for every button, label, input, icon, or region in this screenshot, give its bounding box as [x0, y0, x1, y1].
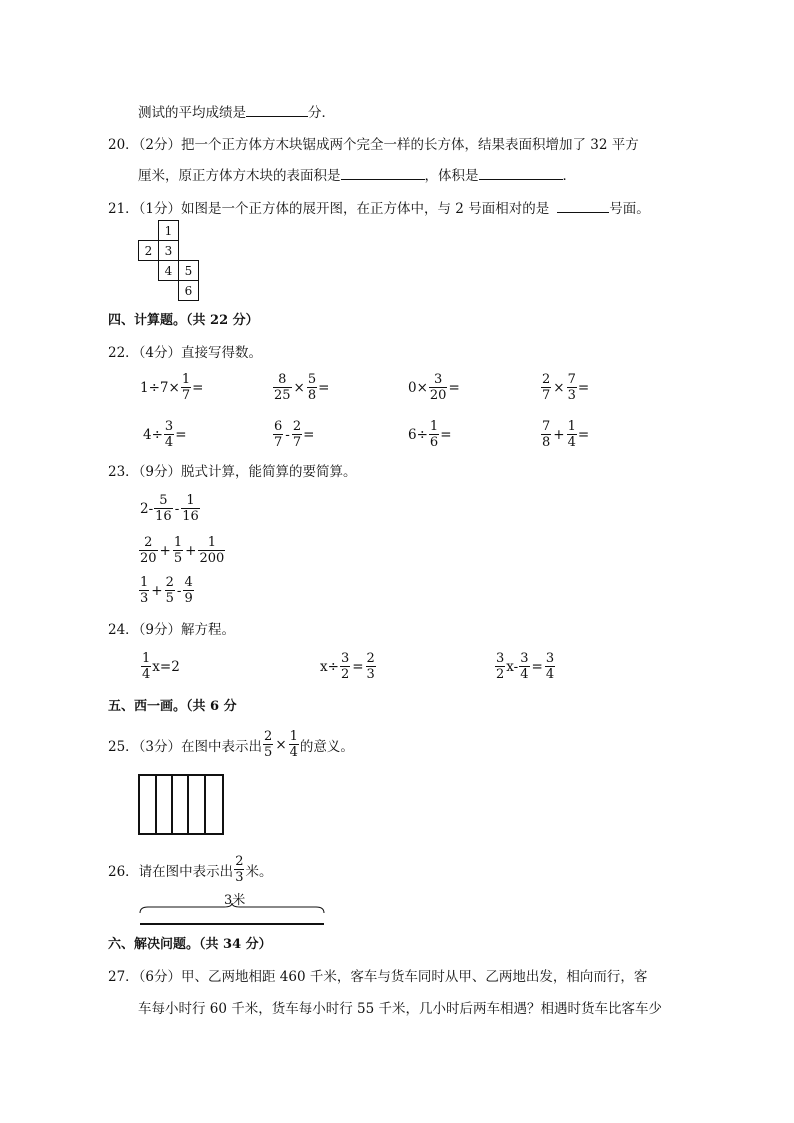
fraction: $\frac{5}{16}$: [155, 493, 172, 524]
fraction: $\frac{1}{4}$: [567, 419, 576, 450]
q23-question: 23．（9分）脱式计算，能简算的要简算。: [108, 464, 357, 480]
q22-item-e: 4÷ $\frac{3}{4}$ =: [143, 419, 187, 450]
fraction: $\frac{2}{3}$: [235, 854, 244, 885]
net-cell: 3: [158, 240, 179, 261]
q22-item-c: 0× $\frac{3}{20}$ =: [408, 372, 460, 403]
brace-label: 3米: [224, 893, 246, 908]
fraction: $\frac{8}{25}$: [274, 372, 291, 403]
q23-expression-1: 2- $\frac{5}{16}$ - $\frac{1}{16}$: [140, 493, 199, 524]
fraction: $\frac{2}{3}$: [366, 651, 375, 682]
fraction: $\frac{2}{7}$: [542, 372, 551, 403]
fraction: $\frac{3}{2}$: [496, 651, 505, 682]
q23-expression-3: $\frac{1}{3}$ + $\frac{2}{5}$ - $\frac{4}{9}$: [140, 575, 193, 606]
fraction: $\frac{1}{5}$: [173, 535, 183, 566]
q22-item-d: $\frac{2}{7}$ × $\frac{7}{3}$ =: [542, 372, 590, 403]
q27-line1: 27．（6分）甲、乙两地相距 460 千米，客车与货车同时从甲、乙两地出发，相向而行，客: [108, 969, 648, 985]
volume-blank[interactable]: [479, 165, 563, 180]
fraction: $\frac{2}{20}$: [140, 535, 157, 566]
q24-equation-1: $\frac{1}{4}$ x=2: [142, 651, 180, 682]
q19-tail-line: 测试的平均成绩是 分．: [138, 102, 335, 123]
q20-line2: 厘米，原正方体方木块的表面积是 ，体积是 ．: [138, 165, 576, 186]
q26-question: 26．请在图中表示出 $\frac{2}{3}$ 米。: [108, 854, 273, 885]
q25-question: 25．（3分）在图中表示出 $\frac{2}{5}$ × $\frac{1}{4}$ 的意义。: [108, 729, 354, 760]
fraction: $\frac{1}{4}$: [142, 651, 151, 682]
fraction: $\frac{3}{4}$: [164, 419, 174, 450]
fraction: $\frac{2}{5}$: [264, 729, 273, 760]
fraction: $\frac{1}{4}$: [289, 729, 298, 760]
cube-net-diagram: [138, 220, 198, 301]
q21-question: 21．（1分）如图是一个正方体的展开图，在正方体中，与 2 号面相对的是 号面。: [108, 198, 650, 219]
fraction: $\frac{3}{4}$: [520, 651, 529, 682]
q20-line1: 20．（2分）把一个正方体方木块锯成两个完全一样的长方体，结果表面积增加了 32 平方: [108, 137, 639, 153]
q27-line2: 车每小时行 60 千米，货车每小时行 55 千米，几小时后两车相遇？相遇时货车比客车少: [138, 1001, 663, 1017]
q23-expression-2: $\frac{2}{20}$ + $\frac{1}{5}$ + $\frac{1}{200}$: [140, 535, 225, 566]
fraction: $\frac{3}{2}$: [340, 651, 350, 682]
fraction: $\frac{1}{6}$: [429, 419, 439, 450]
q24-equation-3: $\frac{3}{2}$ x- $\frac{3}{4}$ = $\frac{3}{4}$: [496, 651, 555, 682]
fraction: $\frac{7}{8}$: [542, 419, 551, 450]
q24-question: 24．（9分）解方程。: [108, 622, 236, 638]
fraction: $\frac{2}{5}$: [165, 575, 174, 606]
answer-blank[interactable]: [246, 102, 308, 117]
fraction: $\frac{3}{4}$: [545, 651, 555, 682]
q22-item-h: $\frac{7}{8}$ + $\frac{1}{4}$ =: [542, 419, 590, 450]
q22-item-b: $\frac{8}{25}$ × $\frac{5}{8}$ =: [274, 372, 330, 403]
fraction: $\frac{6}{7}$: [274, 419, 283, 450]
divider-line: [171, 776, 173, 833]
fraction: $\frac{5}{8}$: [307, 372, 317, 403]
q22-question: 22．（4分）直接写得数。: [108, 345, 263, 361]
section-heading: 五、西一画。（共 6 分: [108, 699, 237, 714]
fraction: $\frac{4}{9}$: [184, 575, 193, 606]
section-heading: 四、计算题。（共 22 分）: [108, 313, 259, 328]
surface-area-blank[interactable]: [341, 165, 425, 180]
net-cell: 5: [178, 260, 199, 281]
net-cell: 2: [138, 240, 159, 261]
fraction: $\frac{1}{7}$: [181, 372, 191, 403]
divider-line: [204, 776, 206, 833]
net-cell: 1: [158, 220, 179, 241]
q24-equation-2: x÷ $\frac{3}{2}$ = $\frac{2}{3}$: [320, 651, 375, 682]
net-cell: 6: [178, 280, 199, 301]
q25-rectangle-diagram[interactable]: [138, 774, 224, 835]
fraction: $\frac{7}{3}$: [567, 372, 576, 403]
q26-segment-diagram[interactable]: [138, 902, 326, 928]
opposite-face-blank[interactable]: [557, 198, 609, 213]
fraction: $\frac{3}{20}$: [429, 372, 447, 403]
fraction: $\frac{1}{3}$: [140, 575, 149, 606]
net-cell: 4: [158, 260, 179, 281]
divider-line: [187, 776, 189, 833]
divider-line: [155, 776, 157, 833]
fraction: $\frac{1}{16}$: [182, 493, 199, 524]
q22-item-f: $\frac{6}{7}$ - $\frac{2}{7}$ =: [274, 419, 315, 450]
section-heading: 六、解决问题。（共 34 分）: [108, 937, 272, 952]
q22-item-a: 1÷7× $\frac{1}{7}$ =: [140, 372, 204, 403]
fraction: $\frac{2}{7}$: [292, 419, 302, 450]
q22-item-g: 6÷ $\frac{1}{6}$ =: [408, 419, 452, 450]
brace-shape: [140, 903, 324, 913]
fraction: $\frac{1}{200}$: [199, 535, 225, 566]
